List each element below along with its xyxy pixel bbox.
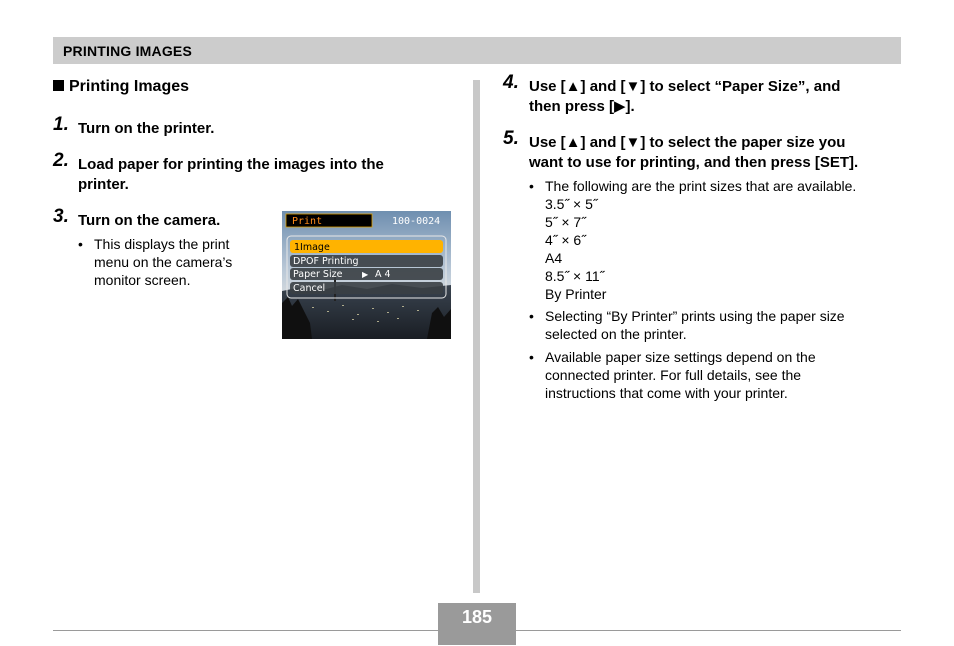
camera-scene — [282, 211, 451, 339]
column-divider — [473, 80, 480, 593]
step-number: 2. — [53, 150, 69, 171]
step-number: 5. — [503, 128, 519, 149]
bullet-item-sizes: • The following are the print sizes that are available. 3.5˝ × 5˝ 5˝ × 7˝ 4˝ × 6˝ A4 8.5˝ × 11˝ By Printer — [529, 178, 857, 302]
page-number: 185 — [438, 603, 516, 631]
header-title: PRINTING IMAGES — [63, 43, 193, 59]
step-number: 1. — [53, 114, 69, 135]
square-bullet-icon — [53, 80, 64, 91]
paper-size-item: A4 — [545, 250, 563, 266]
camera-menu-value: A 4 — [375, 269, 391, 280]
camera-screen-image — [282, 211, 451, 339]
right-arrow-icon: ▶ — [362, 270, 369, 279]
bullet-item: • Selecting “By Printer” prints using the paper size selected on the printer. — [529, 308, 845, 342]
camera-file-number: 100-0024 — [392, 216, 441, 227]
step-text: Load paper for printing the images into the printer. — [78, 156, 384, 193]
step-number: 4. — [503, 72, 519, 93]
paper-size-item: 4˝ × 6˝ — [545, 232, 586, 248]
step-text: Use [▲] and [▼] to select “Paper Size”, and then press [▶]. — [529, 78, 841, 115]
bullet-dot-icon: • — [529, 178, 534, 194]
camera-menu-item-4: Cancel — [293, 283, 326, 294]
paper-size-item: 3.5˝ × 5˝ — [545, 196, 598, 212]
paper-size-item: 8.5˝ × 11˝ — [545, 268, 605, 284]
bullet-dot-icon: • — [78, 236, 83, 252]
step-text: Turn on the printer. — [78, 120, 215, 137]
section-title: Printing Images — [53, 78, 189, 96]
camera-menu-item-1: 1Image — [294, 242, 330, 253]
bullet-item: • This displays the print menu on the camera’s monitor screen. — [78, 236, 233, 288]
camera-menu-item-2: DPOF Printing — [293, 256, 359, 267]
step-1 — [53, 114, 453, 141]
paper-size-list — [545, 195, 856, 303]
step-4 — [503, 72, 923, 119]
step-3 — [53, 206, 273, 233]
step-number: 3. — [53, 206, 69, 227]
step-2 — [53, 150, 453, 197]
bullet-dot-icon: • — [529, 308, 534, 324]
paper-size-item: 5˝ × 7˝ — [545, 214, 586, 230]
page-number-tab — [438, 631, 516, 645]
step-text: Use [▲] and [▼] to select the paper size you want to use for printing, and then press [SET]. — [529, 134, 859, 171]
camera-title: Print — [292, 216, 323, 227]
step-5 — [503, 128, 923, 175]
bullet-dot-icon: • — [529, 349, 534, 365]
step-text: Turn on the camera. — [78, 212, 221, 229]
bullet-item: • Available paper size settings depend on the connected printer. For full details, see the instructions that come with your printer. — [529, 349, 816, 401]
header-bar — [53, 37, 901, 64]
paper-size-item: By Printer — [545, 286, 607, 302]
camera-menu-item-3: Paper Size — [293, 269, 343, 280]
